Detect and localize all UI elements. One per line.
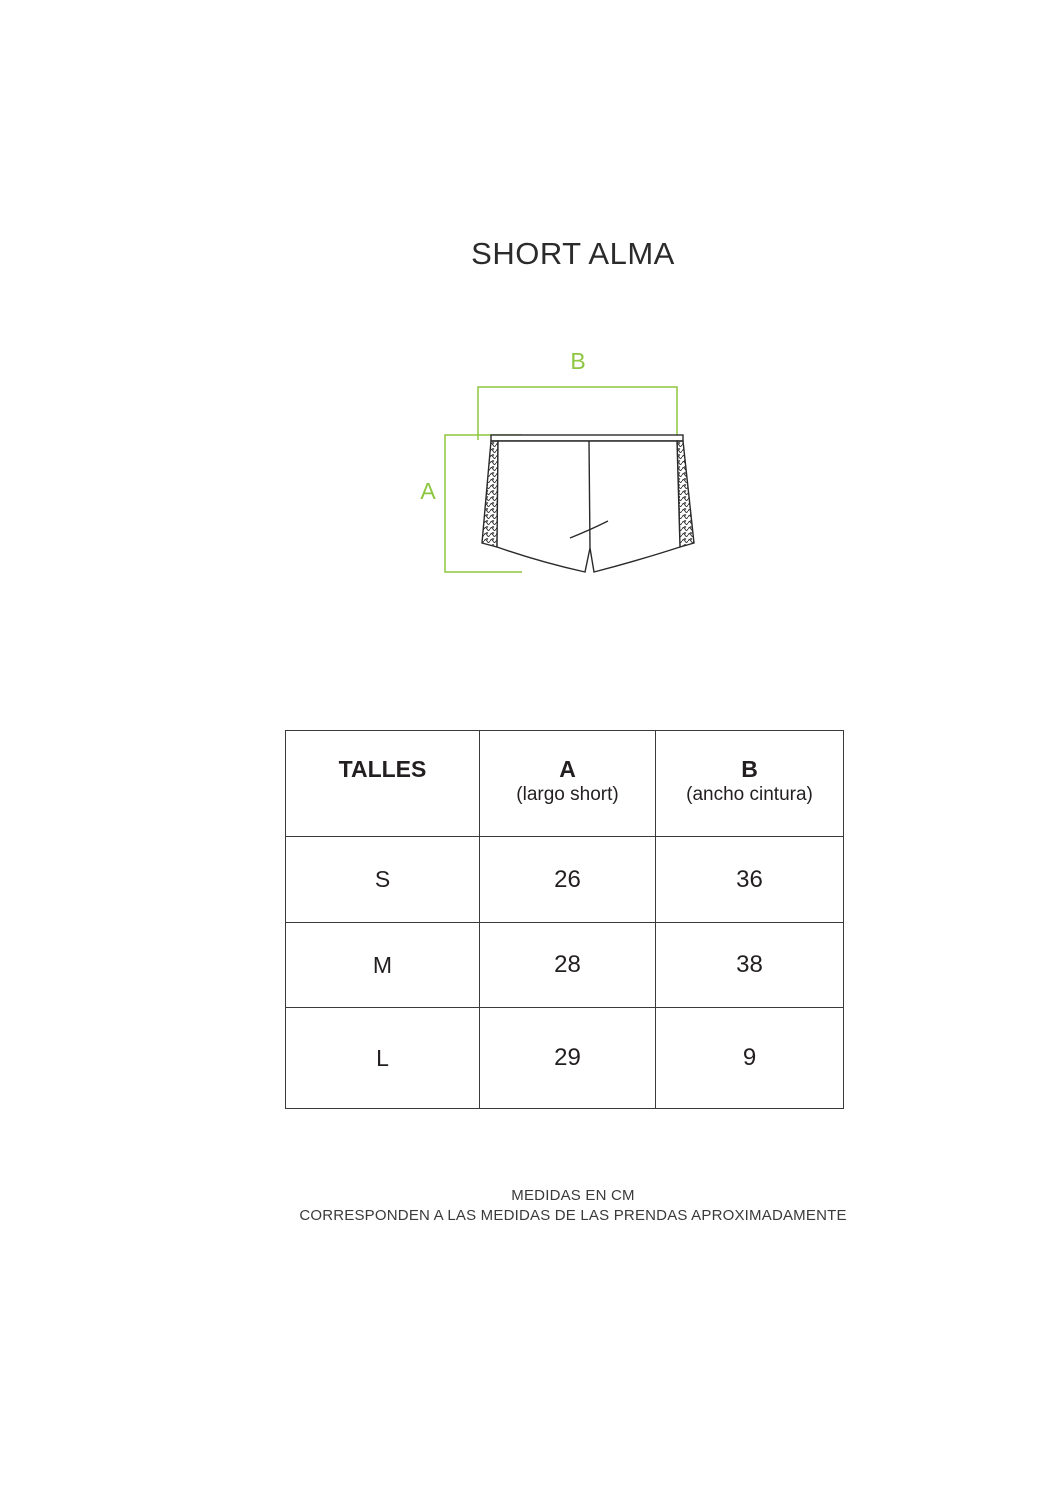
shorts-outline xyxy=(482,435,694,572)
value-a-cell: 29 xyxy=(480,1008,656,1109)
footnote-units: MEDIDAS EN CM xyxy=(511,1187,635,1204)
footnote-disclaimer: CORRESPONDEN A LAS MEDIDAS DE LAS PRENDAS APROXIMADAMENTE xyxy=(299,1207,847,1224)
header-talles xyxy=(286,731,480,837)
table-row xyxy=(286,1008,844,1109)
table-row xyxy=(286,837,844,923)
value-a-cell: 26 xyxy=(480,837,656,923)
page-title: SHORT ALMA xyxy=(471,236,675,271)
header-a xyxy=(480,731,656,837)
footnote xyxy=(0,1186,1061,1226)
size-table xyxy=(285,730,844,1109)
header-talles-label: TALLES xyxy=(338,756,427,782)
value-b-cell: 36 xyxy=(656,837,844,923)
size-cell: L xyxy=(286,1008,480,1109)
shorts-diagram xyxy=(400,340,720,590)
header-b-label: B xyxy=(741,756,758,782)
value-b-cell: 9 xyxy=(656,1008,844,1109)
header-a-label: A xyxy=(559,756,576,782)
measure-a-label: A xyxy=(420,478,436,504)
value-a-cell: 28 xyxy=(480,923,656,1008)
table-header-row xyxy=(286,731,844,837)
header-b xyxy=(656,731,844,837)
header-b-sub: (ancho cintura) xyxy=(686,784,813,805)
size-cell: S xyxy=(286,837,480,923)
header-a-sub: (largo short) xyxy=(516,784,619,805)
measure-b-bracket xyxy=(478,387,677,440)
measure-b-label: B xyxy=(570,348,586,374)
value-b-cell: 38 xyxy=(656,923,844,1008)
size-cell: M xyxy=(286,923,480,1008)
table-row xyxy=(286,923,844,1008)
